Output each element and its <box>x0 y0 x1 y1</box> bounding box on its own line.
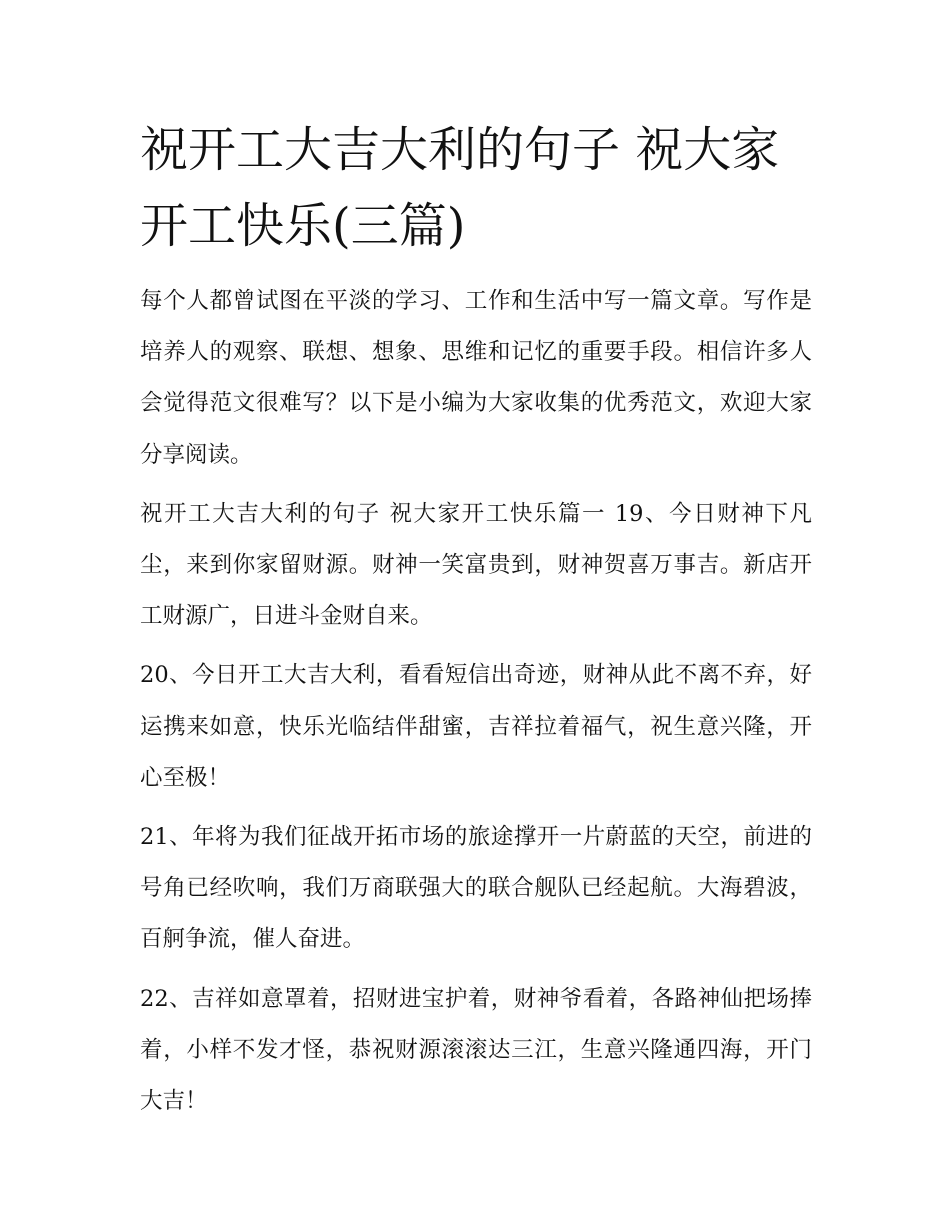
paragraph-intro: 每个人都曾试图在平淡的学习、工作和生活中写一篇文章。写作是培养人的观察、联想、想象、思维和记忆的重要手段。相信许多人会觉得范文很难写？以下是小编为大家收集的优秀范文，欢迎大家分享阅读。 <box>140 288 812 468</box>
paragraph-21: 21、年将为我们征战开拓市场的旅途撑开一片蔚蓝的天空，前进的号角已经吹响，我们万商联强大的联合舰队已经起航。大海碧波，百舸争流，催人奋进。 <box>140 824 812 953</box>
document-title: 祝开工大吉大利的句子 祝大家开工快乐(三篇) <box>140 122 780 254</box>
document-content <box>140 112 812 1127</box>
paragraph-20: 20、今日开工大吉大利，看看短信出奇迹，财神从此不离不弃，好运携来如意，快乐光临结伴甜蜜，吉祥拉着福气，祝生意兴隆，开心至极！ <box>140 662 812 791</box>
paragraph-section-one-19: 祝开工大吉大利的句子 祝大家开工快乐篇一 19、今日财神下凡尘，来到你家留财源。财神一笑富贵到，财神贺喜万事吉。新店开工财源广，日进斗金财自来。 <box>140 500 812 630</box>
paragraph-22: 22、吉祥如意罩着，招财进宝护着，财神爷看着，各路神仙把场捧着，小样不发才怪，恭祝财源滚滚达三江，生意兴隆通四海，开门大吉！ <box>140 985 812 1115</box>
